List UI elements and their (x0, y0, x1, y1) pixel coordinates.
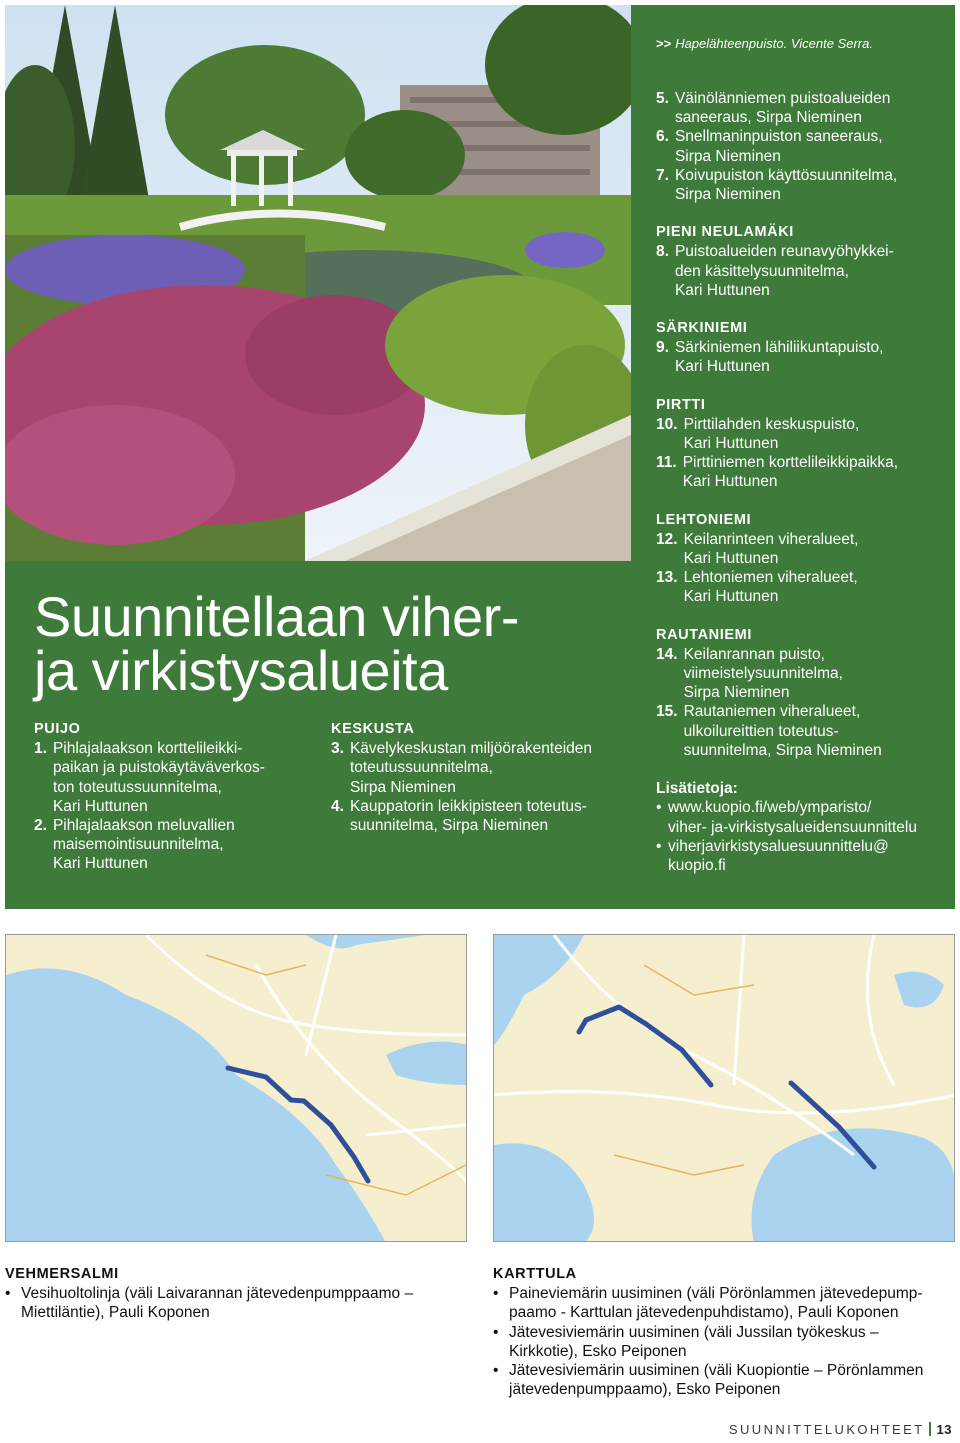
item-text (675, 338, 946, 376)
list-item (656, 166, 946, 204)
caption-text: Hapelähteenpuisto. Vicente Serra. (675, 36, 873, 51)
bullet-icon: • (656, 799, 662, 817)
bullet-icon: • (5, 1285, 11, 1303)
list-item (656, 415, 946, 453)
item-line: Sirpa Nieminen (674, 147, 781, 165)
list-item (493, 1284, 955, 1322)
item-line: Kari Huttunen (674, 358, 770, 376)
item-line: Keilanrinteen viheralueet, (683, 530, 859, 548)
item-line: Kari Huttunen (52, 797, 148, 815)
title-line-1: Suunnitellaan viher- (34, 585, 519, 648)
item-line: kuopio.fi (668, 856, 726, 874)
item-line: den käsittelysuunnitelma, (674, 262, 849, 280)
item-line: Pihlajalaakson korttelileikki- (52, 740, 243, 758)
item-number: 8. (656, 243, 669, 261)
item-line: Koivupuiston käyttösuunnitelma, (674, 166, 898, 184)
item-number: 10. (656, 415, 678, 433)
item-line: Rautaniemen viheralueet, (683, 703, 861, 721)
item-line: Kari Huttunen (674, 281, 770, 299)
list-item (656, 89, 946, 127)
item-number: 1. (34, 740, 47, 758)
item-line: paamo - Karttulan jätevedenpuhdistamo), Pauli Koponen (509, 1304, 899, 1322)
item-number: 15. (656, 703, 678, 721)
item-text (684, 702, 946, 760)
footer-section-name: SUUNNITTELUKOHTEET (728, 1422, 925, 1437)
item-line: Pihlajalaakson meluvallien (52, 817, 235, 835)
item-number: 14. (656, 645, 678, 663)
list-item (656, 702, 946, 760)
list-item (656, 530, 946, 568)
info-heading: Lisätietoja: (656, 780, 738, 798)
list-item (656, 453, 946, 491)
item-line: maisemointisuunnitelma, (52, 836, 224, 854)
item-line: saneeraus, Sirpa Nieminen (674, 109, 862, 127)
item-line: suunnitelma, Sirpa Nieminen (683, 741, 882, 759)
item-text (350, 797, 631, 835)
item-line: viherjavirkistysaluesuunnittelu@ (668, 837, 889, 855)
item-line: Snellmaninpuiston saneeraus, (674, 128, 883, 146)
map-vehmersalmi-illustration (6, 935, 467, 1242)
page-footer (729, 1422, 952, 1437)
info-link-email[interactable] (668, 837, 889, 875)
item-text (21, 1284, 413, 1322)
item-line: Vesihuoltolinja (väli Laivarannan jätevedenpumppaamo – (21, 1285, 414, 1303)
item-line: toteutussuunnitelma, (349, 759, 493, 777)
item-line: Miettiläntie), Pauli Koponen (21, 1304, 210, 1322)
list-item (34, 816, 304, 874)
item-line: paikan ja puistokäytäväverkos- (52, 759, 265, 777)
list-item (656, 127, 946, 165)
item-line: Pirttilahden keskuspuisto, (683, 415, 860, 433)
items-5-7 (656, 89, 946, 204)
item-line: Jätevesiviemärin uusiminen (väli Jussilan työkeskus – (509, 1323, 879, 1341)
bullet-icon: • (493, 1285, 499, 1303)
list-item (656, 568, 946, 606)
section-heading: PUIJO (34, 721, 81, 737)
section-vehmersalmi (5, 1265, 475, 1323)
item-text (684, 645, 946, 703)
item-number: 2. (34, 817, 47, 835)
list-item (656, 338, 946, 376)
item-line: Sirpa Nieminen (683, 684, 790, 702)
item-line: Kari Huttunen (683, 435, 779, 453)
section-heading: KARTTULA (493, 1266, 577, 1282)
item-line: Lehtoniemen viheralueet, (683, 569, 858, 587)
bullet-icon: • (493, 1323, 499, 1341)
item-line: viher- ja-virkistysalueidensuunnittelu (668, 818, 917, 836)
map-karttula (493, 934, 955, 1242)
item-line: Jätevesiviemärin uusiminen (väli Kuopiontie – Pörönlammen (509, 1362, 924, 1380)
caption-marker: >> (656, 36, 672, 51)
section-karttula (493, 1265, 955, 1399)
section-puijo (34, 720, 304, 874)
section-lehtoniemi (656, 511, 946, 607)
item-line: suunnitelma, Sirpa Nieminen (349, 817, 549, 835)
item-number: 11. (656, 454, 677, 472)
item-number: 3. (331, 740, 344, 758)
item-text (683, 453, 946, 491)
section-keskusta (331, 720, 631, 835)
list-item (5, 1284, 475, 1322)
footer-divider (929, 1422, 931, 1436)
item-number: 7. (656, 166, 669, 184)
item-text (684, 568, 946, 606)
map-karttula-illustration (494, 935, 955, 1242)
item-line: Pirttiniemen korttelileikkipaikka, (682, 454, 899, 472)
item-text (53, 816, 304, 874)
item-line: Kari Huttunen (52, 855, 148, 873)
item-line: Puistoalueiden reunavyöhykkei- (674, 243, 894, 261)
bullet-icon: • (493, 1362, 499, 1380)
item-line: Särkiniemen lähiliikuntapuisto, (674, 339, 884, 357)
item-line: Kari Huttunen (683, 588, 779, 606)
page-number: 13 (936, 1422, 952, 1437)
item-line: jätevedenpumppaamo), Esko Peiponen (509, 1381, 781, 1399)
item-number: 12. (656, 530, 678, 548)
section-heading: RAUTANIEMI (656, 626, 752, 643)
item-line: Sirpa Nieminen (349, 778, 456, 796)
list-item (493, 1323, 955, 1361)
info-bullet (656, 837, 946, 875)
item-line: Keilanrannan puisto, (683, 645, 825, 663)
item-number: 13. (656, 569, 678, 587)
item-text (509, 1284, 923, 1322)
item-text (53, 739, 304, 816)
list-item (331, 797, 631, 835)
info-bullet (656, 798, 946, 836)
section-pirtti (656, 396, 946, 492)
item-line: Kari Huttunen (683, 550, 779, 568)
item-text (675, 166, 946, 204)
list-item (493, 1361, 955, 1399)
item-line: Kävelykeskustan miljöörakenteiden (349, 740, 593, 758)
section-pieni-neulamaki (656, 223, 946, 300)
right-column (656, 89, 946, 875)
item-line: ulkoilureittien toteutus- (683, 722, 839, 740)
park-photo-illustration (5, 5, 631, 561)
item-text (684, 415, 946, 453)
item-line: ton toteutussuunnitelma, (52, 778, 222, 796)
item-text (509, 1361, 923, 1399)
item-number: 9. (656, 339, 669, 357)
park-photo (5, 5, 631, 561)
item-text (675, 127, 946, 165)
section-sarkiniemi (656, 319, 946, 377)
info-link-web[interactable] (668, 798, 917, 836)
item-number: 5. (656, 90, 669, 107)
section-rautaniemi (656, 626, 946, 760)
item-line: Kari Huttunen (682, 473, 778, 491)
item-text (675, 89, 946, 127)
item-line: viimeistelysuunnitelma, (683, 665, 843, 683)
section-heading: SÄRKINIEMI (656, 320, 748, 337)
item-line: Sirpa Nieminen (674, 186, 781, 204)
bullet-icon: • (656, 837, 662, 855)
item-number: 4. (331, 797, 344, 815)
section-heading: VEHMERSALMI (5, 1266, 119, 1282)
map-vehmersalmi (5, 934, 467, 1242)
list-item (331, 739, 631, 797)
item-line: Kauppatorin leikkipisteen toteutus- (349, 797, 587, 815)
item-text (684, 530, 946, 568)
item-text (509, 1323, 879, 1361)
photo-caption (656, 36, 873, 51)
list-item (656, 242, 946, 300)
item-number: 6. (656, 128, 669, 146)
section-heading: PIENI NEULAMÄKI (656, 224, 794, 241)
title-line-2: ja virkistysalueita (34, 639, 448, 702)
item-line: Väinölänniemen puistoalueiden (674, 90, 891, 107)
item-line: Kirkkotie), Esko Peiponen (509, 1342, 687, 1360)
item-line: Paineviemärin uusiminen (väli Pörönlammen jätevedepump- (509, 1285, 923, 1303)
item-text (350, 739, 631, 797)
section-heading: LEHTONIEMI (656, 511, 752, 528)
item-line: www.kuopio.fi/web/ymparisto/ (668, 799, 872, 817)
page-title (34, 585, 634, 702)
item-text (675, 242, 946, 300)
section-heading: PIRTTI (656, 396, 706, 413)
list-item (656, 645, 946, 703)
list-item (34, 739, 304, 816)
section-lisatietoja (656, 779, 946, 875)
section-heading: KESKUSTA (331, 721, 415, 737)
